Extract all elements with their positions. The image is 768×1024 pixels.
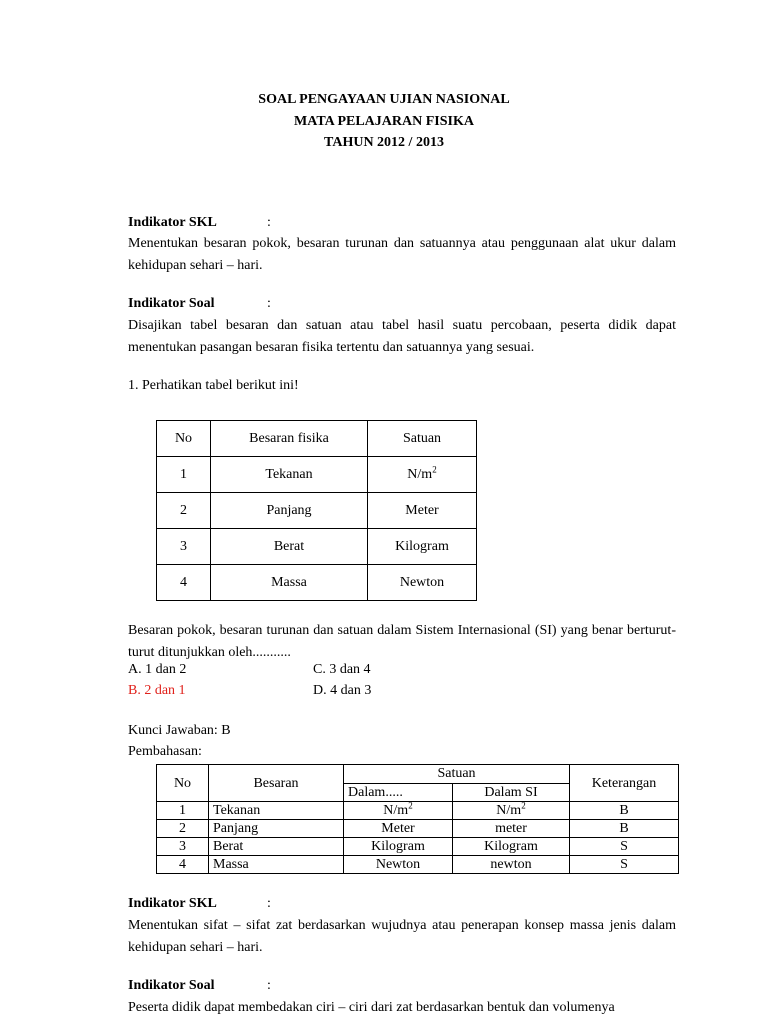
doc-title-line1: SOAL PENGAYAAN UJIAN NASIONAL <box>258 92 510 107</box>
cell-besaran: Berat <box>209 838 344 856</box>
superscript: 2 <box>408 800 413 811</box>
cell-si: Kilogram <box>453 838 570 856</box>
cell-no: 4 <box>157 856 209 874</box>
table-header-row <box>157 421 477 457</box>
cell-si-text: N/m <box>496 803 522 818</box>
table-row <box>157 493 477 529</box>
soal-label: Indikator Soal <box>128 296 215 311</box>
soal-text-2: Peserta didik dapat membedakan ciri – ciri dari zat berdasarkan bentuk dan volumenya <box>128 1000 615 1015</box>
doc-title-line2: MATA PELAJARAN FISIKA <box>294 114 474 129</box>
skl-label-2: Indikator SKL <box>128 896 217 911</box>
superscript: 2 <box>521 800 526 811</box>
header-dalam: Dalam..... <box>344 783 453 802</box>
header-no: No <box>157 421 211 457</box>
answer-key: Kunci Jawaban: B <box>128 723 231 738</box>
cell-ket: B <box>570 820 679 838</box>
question-table <box>156 420 477 601</box>
cell-besaran: Massa <box>209 856 344 874</box>
cell-ket: S <box>570 856 679 874</box>
cell-no: 1 <box>157 457 211 493</box>
skl-text-2: Menentukan sifat – sifat zat berdasarkan wujudnya atau penerapan konsep massa jenis dalam kehidupan sehari – hari. <box>128 918 676 955</box>
cell-no: 3 <box>157 529 211 565</box>
cell-dalam: Newton <box>344 856 453 874</box>
cell-no: 1 <box>157 802 209 820</box>
cell-si <box>453 802 570 820</box>
table-row <box>157 457 477 493</box>
header-satuan: Satuan <box>368 421 477 457</box>
cell-ket: B <box>570 802 679 820</box>
table-row <box>157 802 679 820</box>
doc-title-line3: TAHUN 2012 / 2013 <box>324 135 444 150</box>
header-besaran: Besaran fisika <box>211 421 368 457</box>
cell-besaran: Tekanan <box>211 457 368 493</box>
cell-besaran: Panjang <box>209 820 344 838</box>
cell-besaran: Tekanan <box>209 802 344 820</box>
header-dalam-si: Dalam SI <box>453 783 570 802</box>
table-row <box>157 565 477 601</box>
cell-dalam <box>344 802 453 820</box>
question-prompt: 1. Perhatikan tabel berikut ini! <box>128 378 299 393</box>
cell-satuan-text: N/m <box>407 466 433 482</box>
cell-no: 3 <box>157 838 209 856</box>
option-d: D. 4 dan 3 <box>313 683 372 698</box>
soal-colon: : <box>267 296 271 311</box>
option-c: C. 3 dan 4 <box>313 662 371 677</box>
cell-besaran: Panjang <box>211 493 368 529</box>
header-besaran: Besaran <box>209 765 344 802</box>
question-stem: Besaran pokok, besaran turunan dan satuan dalam Sistem Internasional (SI) yang benar berturut-turut ditunjukkan oleh........... <box>128 623 676 660</box>
cell-dalam: Meter <box>344 820 453 838</box>
table-row <box>157 820 679 838</box>
discussion-label: Pembahasan: <box>128 744 202 759</box>
option-a: A. 1 dan 2 <box>128 662 187 677</box>
header-satuan: Satuan <box>344 765 570 784</box>
cell-no: 4 <box>157 565 211 601</box>
skl-text: Menentukan besaran pokok, besaran turunan dan satuannya atau penggunaan alat ukur dalam kehidupan sehari – hari. <box>128 236 676 273</box>
cell-ket: S <box>570 838 679 856</box>
table-row <box>157 529 477 565</box>
skl-label: Indikator SKL <box>128 215 217 230</box>
table-row <box>157 856 679 874</box>
cell-satuan: Meter <box>368 493 477 529</box>
cell-dalam-text: N/m <box>383 803 409 818</box>
cell-satuan <box>368 457 477 493</box>
soal-label-2: Indikator Soal <box>128 978 215 993</box>
table-row <box>157 838 679 856</box>
cell-no: 2 <box>157 493 211 529</box>
superscript: 2 <box>432 463 437 474</box>
header-no: No <box>157 765 209 802</box>
cell-besaran: Massa <box>211 565 368 601</box>
soal-colon-2: : <box>267 978 271 993</box>
cell-satuan: Newton <box>368 565 477 601</box>
cell-dalam: Kilogram <box>344 838 453 856</box>
cell-si: newton <box>453 856 570 874</box>
soal-text: Disajikan tabel besaran dan satuan atau tabel hasil suatu percobaan, peserta didik dapat menentukan pasangan besaran fisika tertentu dan satuannya yang sesuai. <box>128 318 676 355</box>
cell-besaran: Berat <box>211 529 368 565</box>
cell-no: 2 <box>157 820 209 838</box>
discussion-table <box>156 764 679 874</box>
header-keterangan: Keterangan <box>570 765 679 802</box>
skl-colon: : <box>267 215 271 230</box>
cell-si: meter <box>453 820 570 838</box>
cell-satuan: Kilogram <box>368 529 477 565</box>
option-b-correct: B. 2 dan 1 <box>128 683 186 698</box>
skl-colon-2: : <box>267 896 271 911</box>
